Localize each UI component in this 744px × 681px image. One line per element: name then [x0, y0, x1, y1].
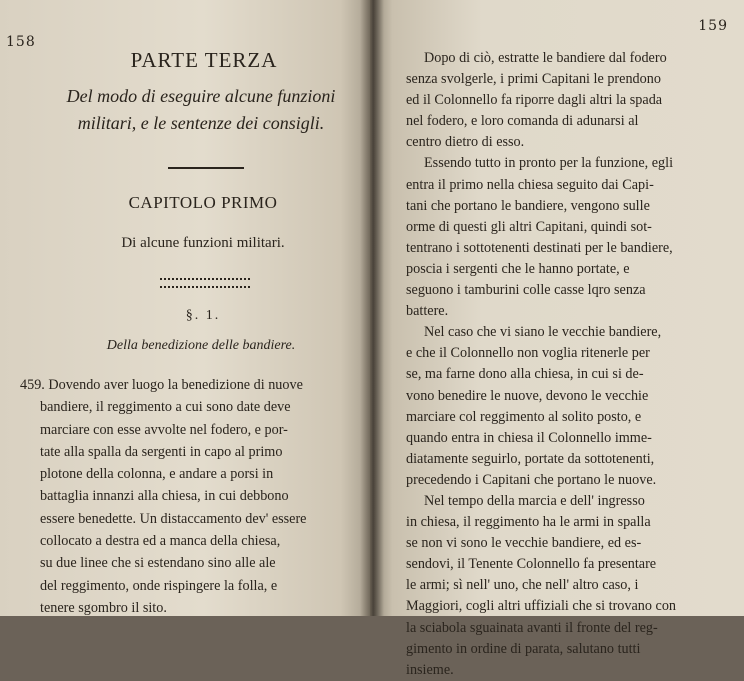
chapter-subtitle: Di alcune funzioni militari. [121, 235, 285, 251]
text-line: sendovi, il Tenente Colonnello fa presentare [406, 556, 657, 573]
text-line: seguono i tamburini colle casse lqro senza [406, 282, 646, 299]
right-page [370, 0, 744, 678]
text-line: Nel tempo della marcia e dell' ingresso [424, 492, 645, 509]
part-title: PARTE TERZA [130, 48, 278, 72]
chapter-title: CAPITOLO PRIMO [128, 193, 278, 212]
text-line: nel fodero, e loro comanda di adunarsi al [406, 113, 639, 130]
text-line: su due linee che si estendano sino alle ale [40, 555, 276, 572]
text-line: orme di questi gli altri Capitani, quindi sot- [406, 218, 652, 235]
text-line: se non vi sono le vecchie bandiere, ed es- [406, 535, 642, 552]
text-line: collocato a destra ed a manca della chiesa, [40, 533, 281, 550]
text-line: bandiere, il reggimento a cui sono date deve [40, 399, 291, 416]
text-line: senza svolgerle, i primi Capitani le prendono [406, 71, 661, 88]
text-line: tenere sgombro il sito. [40, 599, 167, 616]
text-line: insieme. [406, 661, 454, 678]
text-line: se, ma farne dono alla chiesa, in cui si de- [406, 366, 644, 383]
section-title: Della benedizione delle bandiere. [106, 338, 296, 353]
text-line: battere. [406, 303, 449, 320]
text-line: in chiesa, il reggimento ha le armi in spalla [406, 514, 651, 531]
text-line: battaglia innanzi alla chiesa, in cui debbono [40, 488, 289, 505]
text-line: Maggiori, cogli altri uffiziali che si trovano con [406, 598, 677, 615]
text-line: tani che portano le bandiere, vengono sulle [406, 197, 650, 214]
text-line: vono benedire le nuove, devono le vecchie [406, 387, 649, 404]
text-line: essere benedette. Un distaccamento dev' essere [40, 510, 307, 527]
text-line: marciare col reggimento al solito posto, e [406, 408, 642, 425]
text-line: plotone della colonna, e andare a porsi in [40, 466, 274, 483]
text-line: quando entra in chiesa il Colonnello imme- [406, 429, 652, 446]
text-line: Essendo tutto in pronto per la funzione, egli [424, 155, 674, 172]
text-line: poscia i sergenti che le hanno portate, e [406, 260, 630, 277]
text-line: precedendo i Capitani che portano le nuove. [406, 471, 657, 488]
ornament-divider [160, 278, 250, 288]
page-number-right: 159 [698, 18, 728, 34]
text-line: Dopo di ciò, estratte le bandiere dal fodero [424, 50, 667, 66]
text-line: entra il primo nella chiesa seguito dai Capi- [406, 176, 654, 193]
part-subtitle [50, 83, 352, 137]
left-page [0, 0, 370, 616]
text-line: Nel caso che vi siano le vecchie bandiere, [424, 324, 662, 341]
left-body-text [20, 374, 352, 619]
text-line: la sciabola sguainata avanti il fronte del reg- [406, 619, 658, 636]
text-line: diatamente seguirlo, portate da sottotenenti, [406, 450, 655, 467]
text-line: tate alla spalla da sergenti in capo al primo [40, 443, 283, 460]
text-line: tentrano i sottotenenti destinati per le bandiere, [406, 239, 673, 256]
text-line: ed il Colonnello fa riporre dagli altri la spada [406, 92, 663, 109]
right-body-text [406, 48, 732, 681]
text-line: del reggimento, onde rispingere la folla, e [40, 577, 278, 594]
text-line: e che il Colonnello non voglia ritenerle per [406, 345, 650, 362]
text-line: le armi; sì nell' uno, che nell' altro caso, i [406, 577, 639, 594]
subtitle-line: militari, e le sentenze dei consigli. [77, 113, 325, 133]
text-line: gimento in ordine di parata, salutano tutti [406, 640, 641, 657]
page-number-left: 158 [6, 34, 36, 50]
section-mark: §. 1. [185, 308, 221, 323]
text-line: 459. Dovendo aver luogo la benedizione di nuove [20, 377, 303, 393]
subtitle-line: Del modo di eseguire alcune funzioni [66, 86, 336, 106]
text-line: marciare con esse avvolte nel fodero, e por- [40, 421, 288, 438]
text-line: centro dietro di esso. [406, 134, 525, 151]
divider-rule [168, 167, 244, 169]
